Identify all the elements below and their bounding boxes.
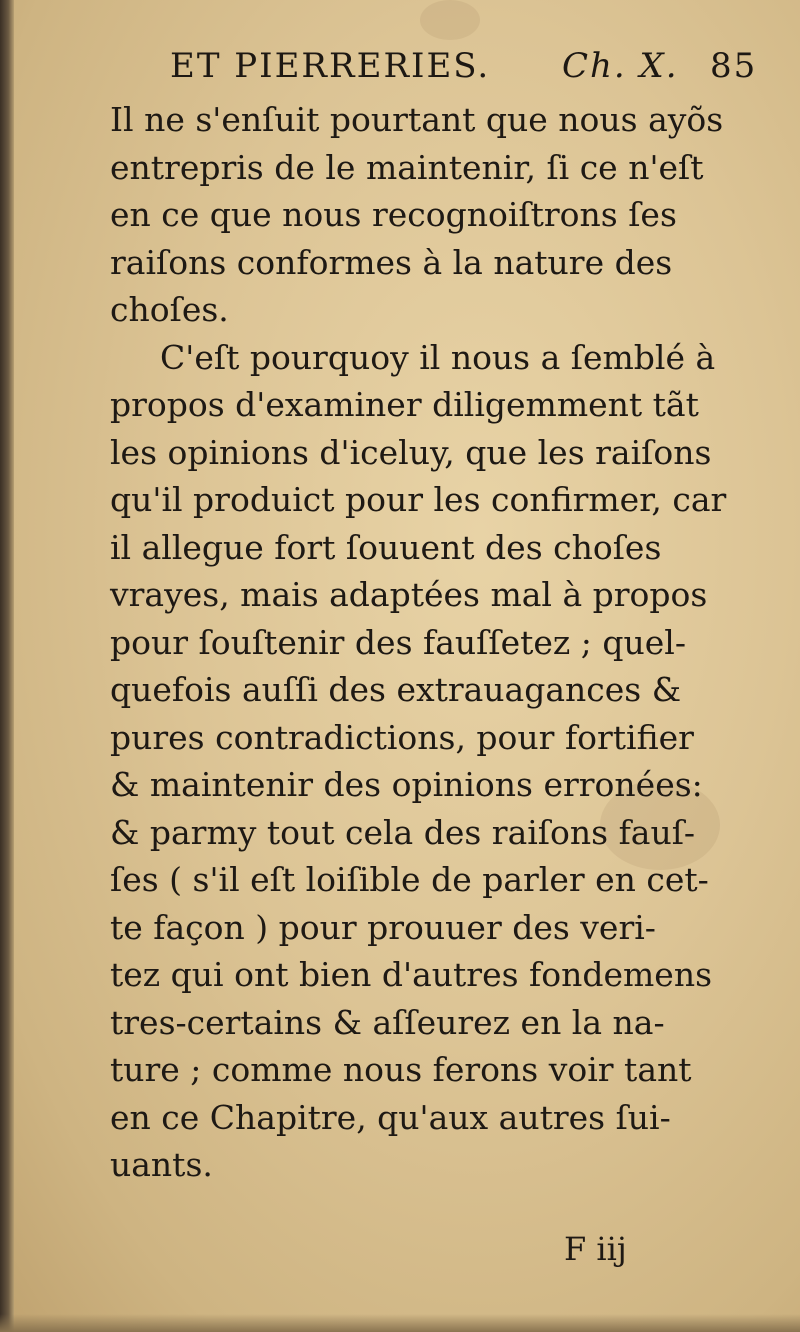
text-line: vrayes, mais adaptées mal à propos (110, 575, 708, 614)
text-line: Il ne s'enſuit pourtant que nous ayõs (110, 100, 724, 139)
text-line: raiſons conformes à la nature des (110, 242, 673, 282)
text-line: les opinions d'iceluy, que les raiſons (110, 432, 712, 472)
paragraph-1 (110, 96, 760, 334)
text-line: pour ſouſtenir des fauſſetez ; quel- (110, 622, 686, 662)
text-line: & maintenir des opinions erronées: (110, 765, 703, 804)
text-line: ture ; comme nous ferons voir tant (110, 1050, 692, 1089)
text-line: tez qui ont bien d'autres fondemens (110, 955, 713, 994)
text-line: entrepris de le maintenir, ſi ce n'eſt (110, 147, 704, 187)
text-line: qu'il produict pour les confirmer, car (110, 480, 727, 519)
binding-edge (0, 0, 14, 1332)
page-number: 85 (710, 46, 758, 86)
running-head-chapter: Ch. X. (562, 46, 679, 86)
running-head (170, 46, 770, 96)
text-line: C'eſt pourquoy il nous a ſemblé à (160, 337, 716, 377)
text-line: il allegue fort ſouuent des choſes (110, 527, 662, 567)
text-line: propos d'examiner diligemment tãt (110, 385, 699, 424)
text-line: en ce Chapitre, qu'aux autres ſui- (110, 1097, 671, 1137)
text-line: & parmy tout cela des raiſons fauſ- (110, 812, 696, 852)
text-line: te façon ) pour prouuer des veri- (110, 907, 656, 947)
text-line: uants. (110, 1145, 213, 1184)
text-line: quefois auſſi des extrauagances & (110, 670, 682, 709)
text-line: ſes ( s'il eſt loiſible de parler en cet- (110, 860, 709, 899)
text-line: choſes. (110, 290, 229, 329)
text-line: tres-certains & aſſeurez en la na- (110, 1002, 665, 1042)
body-text (110, 96, 760, 1189)
page-bottom-edge (0, 1314, 800, 1332)
signature-mark: F iij (564, 1230, 627, 1268)
text-line: en ce que nous recognoiſtrons ſes (110, 195, 677, 234)
running-head-title: ET PIERRERIES. (170, 46, 491, 86)
paragraph-2 (110, 334, 760, 1189)
paper-stain (420, 0, 480, 40)
text-line: pures contradictions, pour fortifier (110, 717, 694, 757)
